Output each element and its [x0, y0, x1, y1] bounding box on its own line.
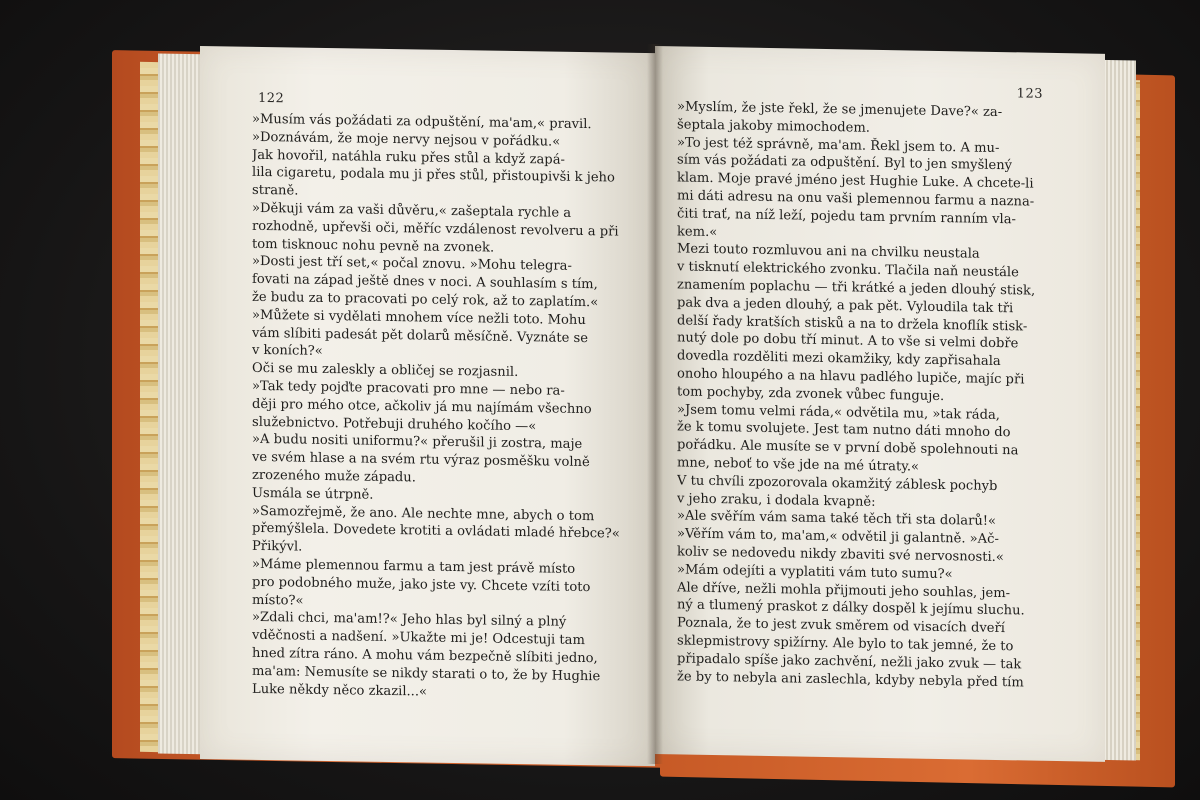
text-line: šeptala jakoby mimochodem.: [677, 117, 870, 136]
left-page: [200, 46, 655, 766]
page-number-left: 122: [258, 90, 285, 107]
text-line: pak dva a jeden dlouhý, a pak pět. Vyloudila tak tři: [677, 295, 1014, 317]
text-line: hned zítra ráno. A mohu vám bezpečně slíbiti jedno,: [252, 645, 598, 667]
text-line: vděčnosti a nadšení. »Ukažte mi je! Odcestuji tam: [252, 627, 585, 649]
right-page-text: [677, 98, 1069, 692]
text-line: ma'am: Nemusíte se nikdy starati o to, že by Hughie: [252, 663, 601, 684]
book-gutter: [647, 44, 663, 764]
text-line: Usmála se útrpně.: [252, 485, 374, 503]
text-line: »Ale svěřím vám sama také těch tři sta dolarů!«: [677, 508, 997, 530]
text-line: »Můžete si vydělati mnohem více nežli toto. Mohu: [252, 307, 586, 328]
text-line: »Děkuji vám za vaši důvěru,« zašeptala rychle a: [252, 200, 572, 221]
text-line: nutý dole po dobu tří minut. A to vše si velmi dobře: [677, 330, 1019, 352]
text-line: »A budu nositi uniformu?« přerušil ji zostra, maje: [252, 432, 583, 453]
text-line: v koních?«: [252, 343, 323, 360]
text-line: Mezi touto rozmluvou ani na chvilku neustala: [677, 241, 980, 263]
text-line: v jeho zraku, i dodala kvapně:: [677, 490, 876, 510]
text-line: fovati na západ ještě dnes v noci. A souhlasím s tím,: [252, 271, 598, 293]
text-line: »Samozřejmě, že ano. Ale nechte mne, abych o tom: [252, 503, 595, 524]
text-line: Ale dříve, nežli mohla přijmouti jeho souhlas, jem-: [677, 579, 1011, 601]
text-line: připadalo spíše jako zachvění, nežli jako zvuk — tak: [677, 651, 1022, 673]
right-page: [655, 46, 1105, 762]
text-line: straně.: [252, 183, 299, 199]
text-line: mi dáti adresu na onu vaši plemennou farmu a nazna-: [677, 188, 1035, 210]
text-line: pořádku. Ale musíte se v první době spolehnouti na: [677, 437, 1019, 459]
text-line: Luke někdy něco zkazil...«: [252, 681, 428, 700]
text-line: Poznala, že to jest zvuk směrem od visacích dveří: [677, 615, 1005, 637]
text-line: přemýšlela. Dovedete krotiti a ovládati mladé hřebce?«: [252, 521, 620, 542]
text-line: »Máme plemennou farmu a tam jest právě místo: [252, 556, 576, 577]
text-line: Oči se mu zaleskly a obličej se rozjasnil.: [252, 360, 519, 381]
text-line: »Zdali chci, ma'am!?« Jeho hlas byl silný a plný: [252, 610, 567, 631]
text-line: že budu za to pracovati po celý rok, až to zaplatím.«: [252, 289, 599, 311]
text-line: sklepmistrovy spižírny. Ale bylo to tak jemné, že to: [677, 633, 1014, 655]
text-line: sím vás požádati za odpuštění. Byl to jen smyšlený: [677, 152, 1013, 174]
text-line: rozhodně, upřevši oči, měříc vzdálenost revolveru a při: [252, 218, 619, 240]
text-line: onoho hloupého a na hlavu padlého lupiče, majíc při: [677, 366, 1025, 388]
text-line: ný a tlumený praskot z dálky dospěl k jejímu sluchu.: [677, 597, 1025, 619]
text-line: vám slíbiti padesát pět dolarů měsíčně. Vyznáte se: [252, 325, 589, 346]
left-page-text: [252, 111, 632, 704]
text-line: služebnictvo. Potřebuji druhého kočího —«: [252, 414, 537, 434]
text-line: »Dosti jest tří set,« počal znovu. »Mohu telegra-: [252, 254, 572, 275]
text-line: tom pochyby, zda zvonek vůbec funguje.: [677, 384, 945, 404]
text-line: že by to nebyla ani zaslechla, kdyby nebyla před tím: [677, 668, 1024, 690]
text-line: koliv se nedovedu nikdy zbaviti své nervosnosti.«: [677, 544, 1004, 566]
text-line: delší řady kratších stisků a na to držela knoflík stisk-: [677, 312, 1028, 335]
text-line: »Jsem tomu velmi ráda,« odvětila mu, »tak ráda,: [677, 401, 1000, 423]
text-line: tom tisknouc nohu pevně na zvonek.: [252, 236, 495, 256]
text-line: »Mám odejíti a vyplatiti vám tuto sumu?«: [677, 562, 953, 582]
text-line: »Musím vás požádati za odpuštění, ma'am,« pravil.: [252, 111, 592, 133]
text-line: znamením poplachu — tři krátké a jeden dlouhý stisk,: [677, 277, 1036, 299]
text-line: lila cigaretu, podala mu ji přes stůl, přistoupivši k jeho: [252, 165, 615, 186]
text-line: Jak hovořil, natáhla ruku přes stůl a když zapá-: [252, 147, 565, 168]
text-line: »Doznávám, že moje nervy nejsou v pořádku.«: [252, 129, 561, 150]
page-number-right: 123: [1016, 86, 1043, 102]
text-line: zrozeného muže západu.: [252, 467, 416, 486]
text-line: ve svém hlase a na svém rtu výraz posměšku volně: [252, 449, 590, 471]
text-line: čiti trať, na níž leží, pojedu tam prvním ranním vla-: [677, 206, 1016, 228]
text-line: Přikývl.: [252, 538, 303, 555]
text-line: pro podobného muže, jako jste vy. Chcete vzíti toto: [252, 574, 591, 595]
text-line: »Věřím vám to, ma'am,« odvětil ji galantně. »Ač-: [677, 526, 999, 548]
text-line: že k tomu svolujete. Jest tam nutno dáti mnoho do: [677, 419, 1011, 441]
text-line: kem.«: [677, 223, 718, 240]
text-line: »Myslím, že jste řekl, že se jmenujete Dave?« za-: [677, 99, 1003, 121]
text-line: »Tak tedy pojďte pracovati pro mne — nebo ra-: [252, 378, 565, 399]
text-line: »To jest též správně, ma'am. Řekl jsem to. A mu-: [677, 134, 1000, 156]
text-line: ději pro mého otce, ačkoliv já mu najímám všechno: [252, 396, 592, 417]
text-line: místo?«: [252, 592, 304, 609]
text-line: dovedla rozděliti mezi okamžiky, kdy zapřisahala: [677, 348, 1001, 370]
text-line: klam. Moje pravé jméno jest Hughie Luke. A chcete-li: [677, 170, 1034, 192]
text-line: V tu chvíli zpozorovala okamžitý záblesk pochyb: [677, 473, 998, 494]
text-line: mne, neboť to vše jde na mé útraty.«: [677, 455, 920, 475]
text-line: v tisknutí elektrického zvonku. Tlačila naň neustále: [677, 259, 1019, 281]
